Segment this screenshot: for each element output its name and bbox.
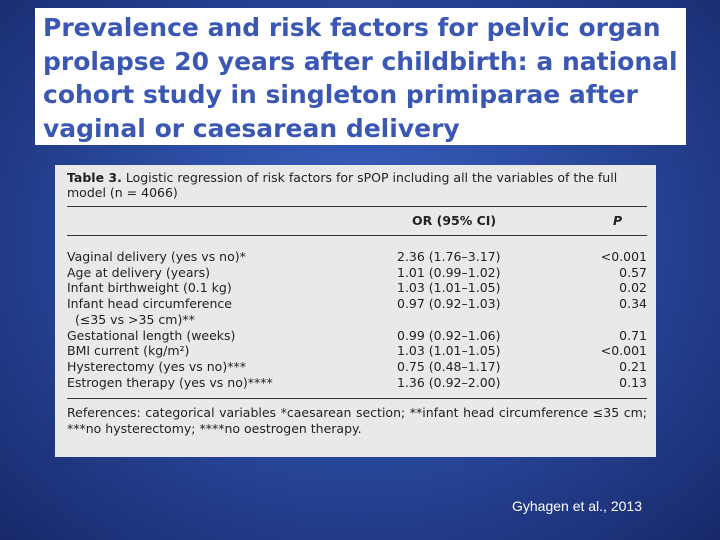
title-line: cohort study in singleton primiparae after	[43, 80, 638, 109]
table-row	[67, 296, 647, 312]
row-label: Estrogen therapy (yes vs no)****	[67, 374, 273, 390]
header-rule	[67, 235, 647, 236]
row-or: 0.99 (0.92–1.06)	[397, 327, 501, 343]
results-table	[55, 165, 656, 457]
row-or: 2.36 (1.76–3.17)	[397, 249, 501, 264]
table-row	[67, 280, 647, 296]
table-row	[67, 375, 647, 391]
column-header-p: P	[613, 213, 623, 228]
row-p: 0.57	[619, 264, 647, 280]
title-line: prolapse 20 years after childbirth: a national	[43, 46, 678, 76]
row-label: Age at delivery (years)	[67, 264, 211, 280]
row-p: <0.001	[600, 249, 647, 264]
title-box	[35, 8, 686, 145]
row-or: 0.97 (0.92–1.03)	[397, 296, 501, 312]
row-label: Infant birthweight (0.1 kg)	[67, 280, 232, 296]
title-line: Prevalence and risk factors for pelvic organ	[43, 13, 661, 42]
table-row	[67, 328, 647, 344]
row-or: 1.36 (0.92–2.00)	[397, 374, 501, 390]
column-header-or: OR (95% CI)	[412, 213, 497, 228]
table-label: Table 3.	[67, 170, 122, 185]
row-p: 0.34	[619, 296, 647, 312]
row-label: BMI current (kg/m²)	[67, 343, 190, 359]
citation: Gyhagen et al., 2013	[512, 498, 642, 514]
table-caption	[67, 170, 647, 200]
row-or: 1.03 (1.01–1.05)	[397, 343, 501, 359]
row-label: (≤35 vs >35 cm)**	[67, 311, 195, 327]
table-row	[67, 359, 647, 375]
row-p: 0.71	[619, 327, 647, 343]
row-p: 0.21	[619, 358, 647, 374]
title-line: vaginal or caesarean delivery	[43, 113, 460, 143]
row-p: <0.001	[600, 343, 647, 359]
row-label: Gestational length (weeks)	[67, 327, 236, 343]
table-caption-text: Logistic regression of risk factors for sPOP including all the variables of the full model (n = 4066)	[67, 170, 618, 200]
row-p: 0.02	[619, 280, 647, 296]
bottom-rule	[67, 398, 647, 399]
row-label: Infant head circumference	[67, 296, 232, 312]
row-label: Vaginal delivery (yes vs no)*	[67, 249, 246, 264]
table-references: References: categorical variables *caesarean section; **infant head circumference ≤35 cm; ***no hysterectomy; ****no oestrogen therapy.	[67, 405, 647, 436]
row-or: 1.03 (1.01–1.05)	[397, 280, 501, 296]
top-rule	[67, 206, 647, 207]
row-p: 0.13	[619, 374, 647, 390]
table-row	[67, 343, 647, 359]
table-row	[67, 249, 647, 265]
table-row	[67, 312, 647, 328]
row-label: Hysterectomy (yes vs no)***	[67, 358, 246, 374]
table-row	[67, 265, 647, 281]
row-or: 1.01 (0.99–1.02)	[397, 264, 501, 280]
row-or: 0.75 (0.48–1.17)	[397, 358, 501, 374]
